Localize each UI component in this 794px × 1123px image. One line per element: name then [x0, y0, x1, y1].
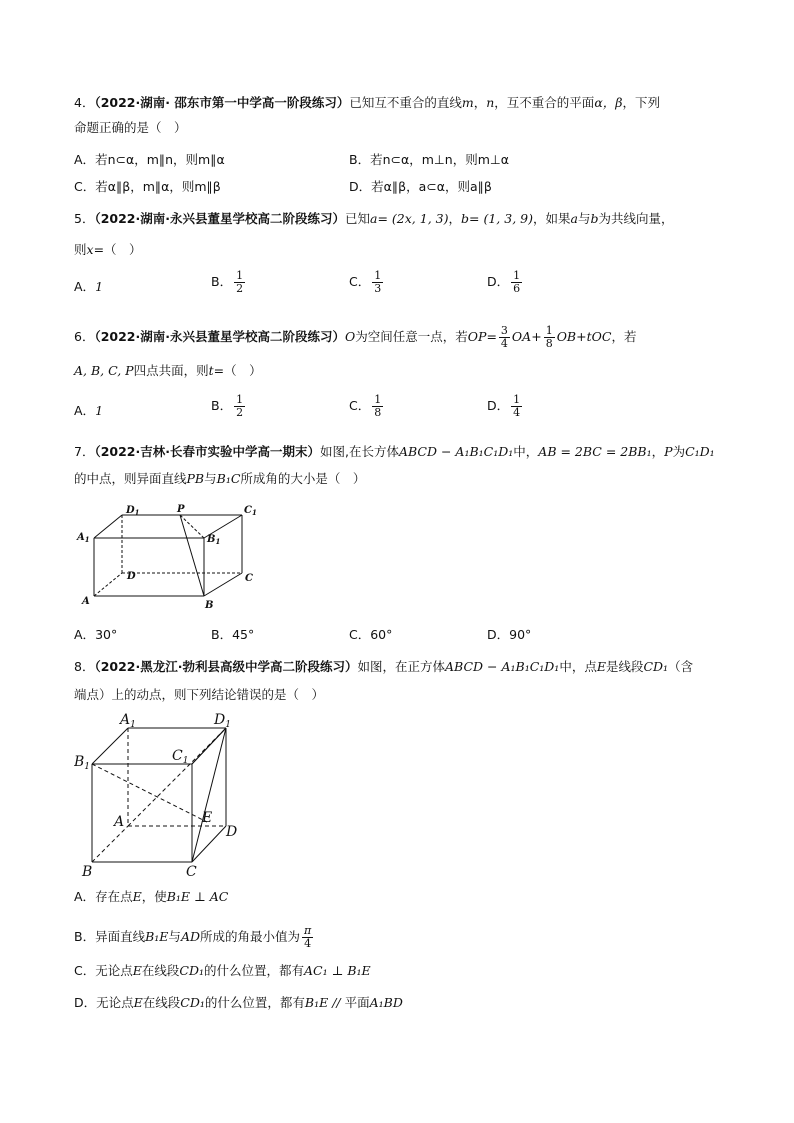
- option-label: B．: [74, 929, 96, 944]
- option-label: D．: [487, 627, 510, 642]
- q8-text: 中，点: [559, 659, 597, 674]
- q6-text: 四点共面，则: [133, 363, 209, 378]
- option-text: 无论点: [95, 963, 133, 978]
- q6-option-b[interactable]: [211, 394, 247, 419]
- q5-text: 为共线向量，: [598, 211, 674, 226]
- label-D1: $D_1$: [126, 505, 140, 517]
- label-A1: $A_1$: [120, 712, 136, 730]
- q5-text: 与: [577, 211, 591, 226]
- denominator: 2: [236, 282, 244, 295]
- label-C: C: [186, 864, 197, 880]
- q6-math: A, B, C, P: [74, 363, 134, 378]
- q6-math: +: [531, 329, 542, 344]
- q4-stem-line2: 命题正确的是（ ）: [74, 120, 187, 135]
- fraction: [372, 394, 383, 419]
- label-A1: $A_1$: [77, 532, 90, 544]
- fraction: [234, 270, 245, 295]
- q5-math: = (1, 3, 9): [469, 211, 533, 226]
- option-text: 1: [95, 279, 104, 294]
- q6-source: （2022·湖南·永兴县董星学校高二阶段练习）: [94, 329, 345, 344]
- q7-math: C₁D₁: [685, 444, 715, 459]
- option-math: A₁BD: [369, 995, 403, 1010]
- q7-text: 所成角的大小是（ ）: [240, 471, 366, 486]
- option-math: CD₁: [180, 995, 205, 1010]
- q6-vector-op: OP: [467, 329, 487, 344]
- q7-text: 中，: [513, 444, 539, 459]
- q8-stem-line1: [74, 658, 693, 676]
- option-text: 90°: [509, 627, 532, 642]
- option-label: D．: [487, 274, 510, 289]
- label-C1: $C_1$: [244, 505, 257, 517]
- q8-text: 是线段: [605, 659, 644, 674]
- q6-text: =（ ）: [213, 363, 262, 378]
- q8-option-a[interactable]: [74, 888, 228, 906]
- numerator: 1: [374, 393, 382, 406]
- option-math: B₁E ⊥ AC: [166, 889, 229, 904]
- option-text: 所成的角最小值为: [200, 929, 301, 944]
- option-label: C．: [349, 274, 371, 289]
- q7-text: 为: [672, 444, 686, 459]
- denominator: 4: [304, 937, 312, 950]
- label-D: D: [226, 824, 238, 840]
- option-math: E: [132, 963, 142, 978]
- q5-vector-a: a: [570, 211, 578, 226]
- q7-math: P: [664, 444, 673, 459]
- q8-option-b[interactable]: [74, 922, 315, 952]
- numerator: 1: [236, 269, 244, 282]
- option-label: A．: [74, 279, 96, 294]
- q5-stem-line1: 5．（2022·湖南·永兴县董星学校高二阶段练习）已知a= (2x, 1, 3)，b= (1, 3, 9)，如果a与b为共线向量，: [74, 211, 674, 226]
- option-text: 异面直线: [95, 929, 146, 944]
- q6-text: 为空间任意一点，若: [355, 329, 468, 344]
- option-label: B．: [211, 627, 233, 642]
- q4-number: 4．: [74, 95, 95, 110]
- option-text: 30°: [95, 627, 118, 642]
- q6-option-d[interactable]: [487, 394, 524, 419]
- q4-option-c[interactable]: [74, 178, 221, 196]
- numerator: 3: [500, 324, 508, 337]
- numerator: 1: [236, 393, 244, 406]
- q6-option-a[interactable]: [74, 402, 103, 420]
- option-label: D．: [349, 179, 372, 194]
- q4-text: ，下列: [622, 95, 660, 110]
- q6-vector-oc: tOC: [586, 329, 612, 344]
- q4-stem-line1: 4．（2022·湖南· 邵东市第一中学高一阶段练习）已知互不重合的直线m，n，互不重合的平面α，β，下列: [74, 95, 660, 110]
- q8-text: （含: [668, 659, 694, 674]
- q7-stem-line2: [74, 470, 365, 488]
- q6-math: +: [576, 329, 587, 344]
- q8-math: ABCD − A₁B₁C₁D₁: [445, 659, 560, 674]
- denominator: 8: [374, 406, 382, 419]
- option-math: AC₁ ⊥ B₁E: [304, 963, 371, 978]
- q5-option-d[interactable]: [487, 270, 524, 295]
- q5-text: =（ ）: [93, 242, 142, 257]
- q7-source: （2022·吉林·长春市实验中学高一期末）: [94, 444, 320, 459]
- q7-math: AB = 2BC = 2BB₁: [538, 444, 652, 459]
- label-A: A: [114, 814, 125, 830]
- q4-text: ，互不重合的平面: [494, 95, 595, 110]
- q6-vector-ob: OB: [556, 329, 577, 344]
- numerator: π: [304, 924, 312, 937]
- q6-number: 6．: [74, 329, 95, 344]
- q5-stem-line2: [74, 241, 142, 259]
- q4-text: 已知互不重合的直线: [349, 95, 462, 110]
- q5-vector-b: b: [461, 211, 470, 226]
- option-math: E: [133, 995, 143, 1010]
- option-text: 若n⊂α，m∥n，则m∥α: [95, 152, 225, 167]
- denominator: 6: [513, 282, 521, 295]
- q5-source: （2022·湖南·永兴县董星学校高二阶段练习）: [94, 211, 345, 226]
- option-text: 若α∥β，m∥α，则m∥β: [95, 179, 221, 194]
- q5-number: 5．: [74, 211, 95, 226]
- option-math: B₁E //: [304, 995, 345, 1010]
- q7-option-b[interactable]: [211, 626, 254, 644]
- q4-math: α，β: [594, 95, 623, 110]
- option-text: 存在点: [95, 889, 133, 904]
- label-B: B: [82, 864, 93, 880]
- q7-option-c[interactable]: [349, 626, 392, 644]
- denominator: 8: [545, 337, 553, 350]
- q7-math: ABCD − A₁B₁C₁D₁: [398, 444, 514, 459]
- q8-number: 8．: [74, 659, 95, 674]
- q5-math: x: [86, 242, 94, 257]
- denominator: 2: [236, 406, 244, 419]
- q6-math: O: [345, 329, 356, 344]
- q8-math: E: [596, 659, 606, 674]
- label-B1: $B_1$: [207, 534, 221, 546]
- label-C: C: [245, 573, 253, 584]
- option-label: A．: [74, 889, 96, 904]
- q7-option-d[interactable]: [487, 626, 531, 644]
- q6-text: ，若: [611, 329, 637, 344]
- fraction: [544, 325, 555, 350]
- option-label: D．: [487, 398, 510, 413]
- q5-vector-a: a: [370, 211, 378, 226]
- option-label: C．: [74, 963, 96, 978]
- q5-option-a[interactable]: [74, 278, 103, 296]
- label-D1: $D_1$: [214, 712, 231, 730]
- option-text: 1: [95, 403, 104, 418]
- q5-math: = (2x, 1, 3): [377, 211, 449, 226]
- q4-math: m: [461, 95, 474, 110]
- q8-math: CD₁: [643, 659, 669, 674]
- fraction: [234, 394, 245, 419]
- option-label: B．: [211, 398, 233, 413]
- option-text: 与: [168, 929, 181, 944]
- q8-option-d[interactable]: [74, 994, 403, 1012]
- q8-cube-figure: [74, 710, 254, 882]
- option-text: 若α∥β，a⊂α，则a∥β: [371, 179, 492, 194]
- q5-option-b[interactable]: [211, 270, 247, 295]
- q8-option-c[interactable]: [74, 962, 371, 980]
- q7-option-a[interactable]: [74, 626, 117, 644]
- q7-text: 与: [204, 471, 217, 486]
- q8-source: （2022·黑龙江·勃利县高级中学高二阶段练习）: [94, 659, 358, 674]
- q4-math: n: [486, 95, 495, 110]
- option-label: A．: [74, 627, 96, 642]
- q5-vector-b: b: [590, 211, 599, 226]
- option-math: B₁E: [145, 929, 169, 944]
- q5-text: 则: [74, 242, 87, 257]
- q7-math: PB: [186, 471, 205, 486]
- fraction: [511, 270, 522, 295]
- option-math: CD₁: [179, 963, 204, 978]
- q8-stem-line2: 端点）上的动点，则下列结论错误的是（ ）: [74, 687, 325, 702]
- numerator: 1: [513, 269, 521, 282]
- option-text: ，使: [141, 889, 167, 904]
- label-B: B: [205, 600, 214, 611]
- option-label: D．: [74, 995, 97, 1010]
- label-P: P: [177, 504, 185, 515]
- option-label: C．: [349, 398, 371, 413]
- option-text: 的什么位置，都有: [204, 963, 305, 978]
- option-label: C．: [74, 179, 96, 194]
- denominator: 4: [500, 337, 508, 350]
- q6-stem-line2: [74, 362, 262, 380]
- q7-math: B₁C: [216, 471, 241, 486]
- q7-text: 如图,在长方体: [320, 444, 399, 459]
- q6-math: =: [486, 329, 497, 344]
- denominator: 3: [374, 282, 382, 295]
- option-label: B．: [349, 152, 371, 167]
- option-text: 在线段: [141, 963, 180, 978]
- q6-vector-oa: OA: [511, 329, 532, 344]
- option-text: 在线段: [142, 995, 181, 1010]
- option-text: 60°: [370, 627, 393, 642]
- option-label: C．: [349, 627, 371, 642]
- option-math: E: [132, 889, 142, 904]
- option-label: A．: [74, 403, 96, 418]
- option-math: AD: [180, 929, 200, 944]
- q4-option-d[interactable]: [349, 178, 492, 196]
- label-C1: $C_1$: [172, 748, 189, 766]
- q7-stem-line1: [74, 443, 715, 461]
- numerator: 1: [545, 324, 553, 337]
- q5-text: 已知: [345, 211, 371, 226]
- q4-option-b[interactable]: [349, 151, 509, 169]
- denominator: 4: [513, 406, 521, 419]
- q7-cuboid-figure: [74, 500, 264, 612]
- q7-text: ，: [651, 444, 665, 459]
- q5-option-c[interactable]: [349, 270, 385, 295]
- label-A: A: [82, 596, 90, 607]
- option-label: B．: [211, 274, 233, 289]
- q7-text: 的中点，则异面直线: [74, 471, 187, 486]
- option-text: 的什么位置，都有: [204, 995, 305, 1010]
- q5-text: ，如果: [532, 211, 571, 226]
- q7-number: 7．: [74, 444, 95, 459]
- label-E: E: [202, 810, 213, 826]
- option-label: A．: [74, 152, 96, 167]
- label-B1: $B_1$: [74, 754, 91, 772]
- option-text: 平面: [344, 995, 370, 1010]
- option-text: 若n⊂α，m⊥n，则m⊥α: [370, 152, 510, 167]
- fraction: [372, 270, 383, 295]
- option-text: 45°: [232, 627, 255, 642]
- numerator: 1: [513, 393, 521, 406]
- q4-option-a[interactable]: [74, 151, 225, 169]
- fraction: [511, 394, 522, 419]
- q6-stem-line1: [74, 322, 636, 352]
- option-text: 无论点: [96, 995, 134, 1010]
- q6-option-c[interactable]: [349, 394, 385, 419]
- numerator: 1: [374, 269, 382, 282]
- q8-text: 如图，在正方体: [357, 659, 446, 674]
- q4-source: （2022·湖南· 邵东市第一中学高一阶段练习）: [94, 95, 350, 110]
- fraction: [499, 325, 510, 350]
- label-D: D: [127, 571, 136, 582]
- q6-math: t: [208, 363, 214, 378]
- fraction: [302, 925, 313, 950]
